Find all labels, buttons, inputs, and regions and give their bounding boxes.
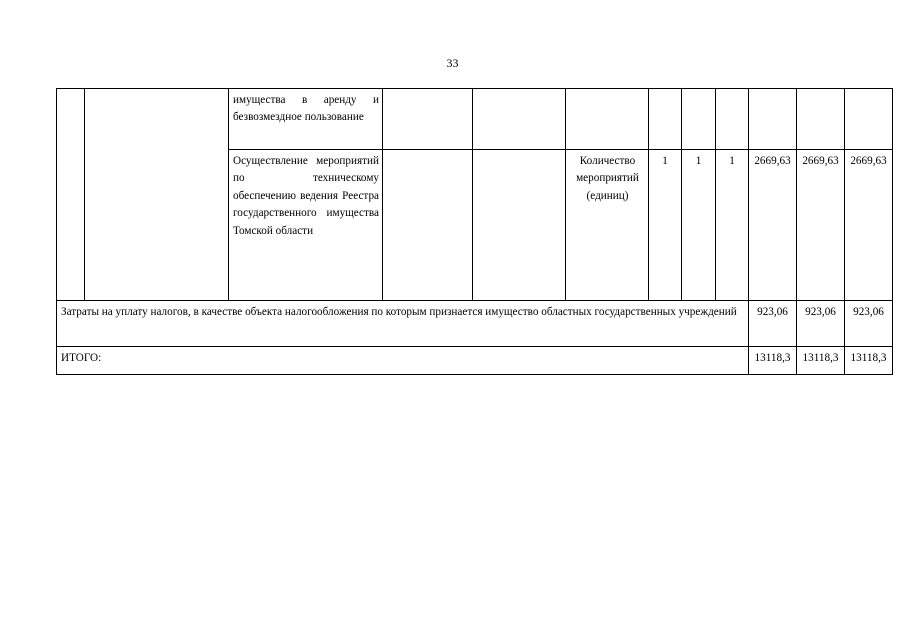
table-cell [845,89,893,150]
sum-cell: 923,06 [845,301,893,347]
table-cell-task [85,89,229,301]
table-row [57,347,893,375]
total-sum-cell: 13118,3 [845,347,893,375]
table-cell [383,150,473,301]
taxes-label: Затраты на уплату налогов, в качестве объекта налогообложения по которым признается имущество областных государственных учреждений [57,301,749,347]
table-cell [797,89,845,150]
table-cell [383,89,473,150]
table-cell [682,89,716,150]
value-cell: 1 [649,150,682,301]
activity-cell: Осуществление мероприятий по техническому обеспечению ведения Реестра государственного имущества Томской области [229,150,383,301]
budget-table [56,88,893,375]
total-sum-cell: 13118,3 [797,347,845,375]
sum-cell: 2669,63 [845,150,893,301]
table-cell [473,150,566,301]
table-cell [473,89,566,150]
indicator-cell: Количество мероприятий (единиц) [566,150,649,301]
table-row [57,301,893,347]
sum-cell: 2669,63 [749,150,797,301]
table-cell [566,89,649,150]
table-cell [749,89,797,150]
table-cell [716,89,749,150]
sum-cell: 2669,63 [797,150,845,301]
activity-cell: имущества в аренду и безвозмездное пользование [229,89,383,150]
value-cell: 1 [682,150,716,301]
sum-cell: 923,06 [797,301,845,347]
table-cell-number [57,89,85,301]
page-number: 33 [446,56,459,70]
value-cell: 1 [716,150,749,301]
sum-cell: 923,06 [749,301,797,347]
total-sum-cell: 13118,3 [749,347,797,375]
total-label: ИТОГО: [57,347,749,375]
table-cell [649,89,682,150]
table-row [57,89,893,150]
